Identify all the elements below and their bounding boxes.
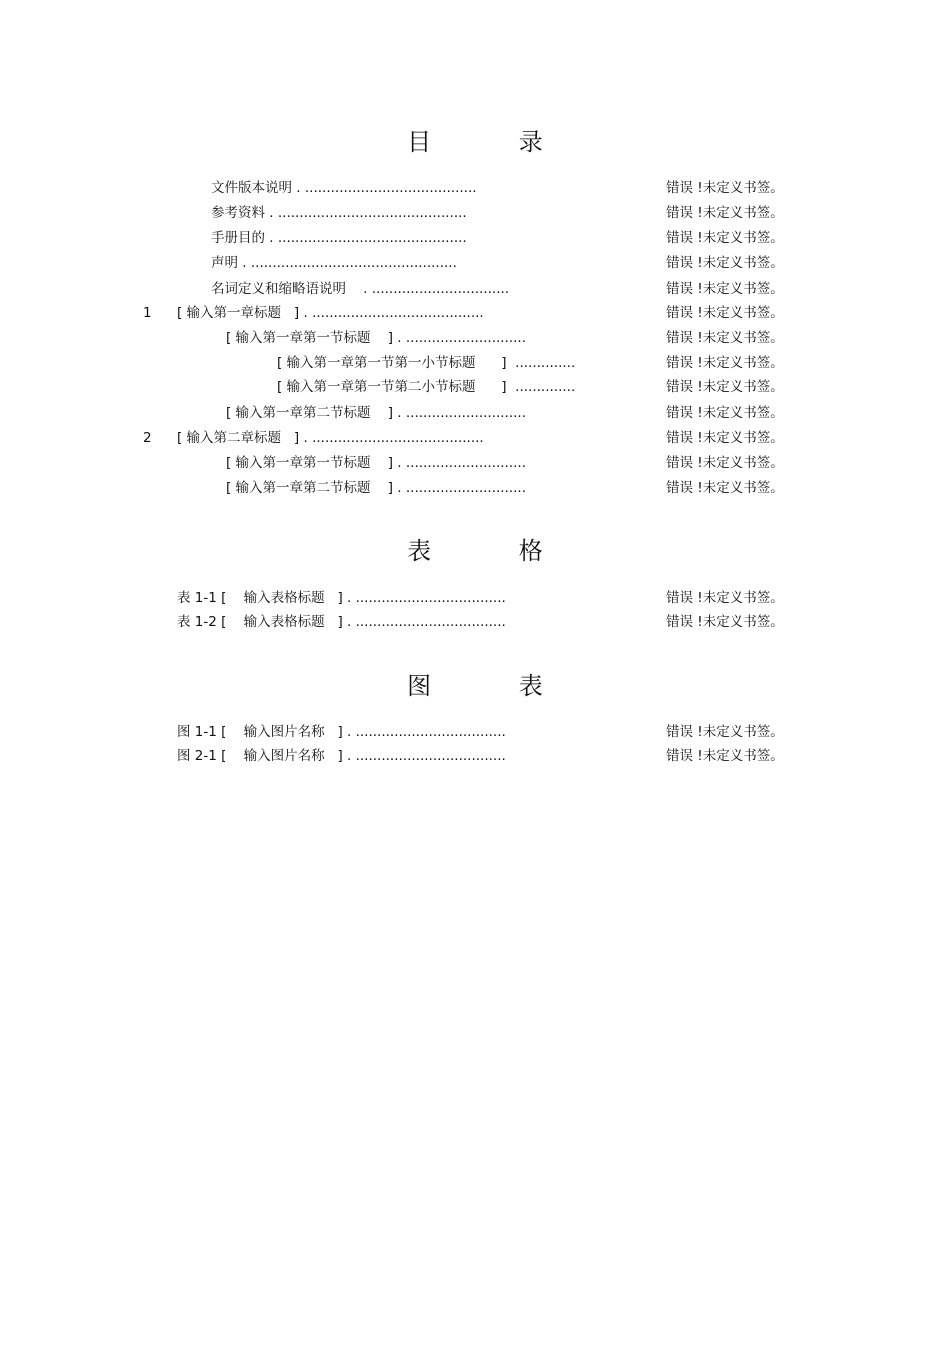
toc-entry-page: 错误 !未定义书签。 [666, 405, 784, 421]
toc-entry-text: [ 输入第一章第一节第一小节标题 ] .............. [277, 355, 576, 371]
toc-entry-section[interactable] [0, 328, 784, 348]
table-entry[interactable] [0, 588, 784, 608]
toc-entry-page: 错误 !未定义书签。 [666, 180, 784, 196]
chapter-number: 1 [143, 305, 152, 321]
toc-entry-text: 声明 . ................................................ [211, 255, 457, 271]
toc-entry-page: 错误 !未定义书签。 [666, 355, 784, 371]
toc-entry-text: [ 输入第一章第一节标题 ] . ............................ [226, 455, 527, 471]
table-entry[interactable] [0, 612, 784, 632]
figure-entry-page: 错误 !未定义书签。 [666, 724, 784, 740]
toc-entry-page: 错误 !未定义书签。 [666, 430, 784, 446]
table-entry-page: 错误 !未定义书签。 [666, 614, 784, 630]
toc-entry-text: 名词定义和缩略语说明 . ................................ [211, 281, 510, 297]
toc-entry-page: 错误 !未定义书签。 [666, 281, 784, 297]
figure-entry[interactable] [0, 746, 784, 766]
toc-entry-page: 错误 !未定义书签。 [666, 455, 784, 471]
toc-entry-text: [ 输入第一章第二节标题 ] . ............................ [226, 405, 527, 421]
figures-title: 图 表 [407, 672, 583, 700]
toc-entry-section[interactable] [0, 403, 784, 423]
toc-entry-page: 错误 !未定义书签。 [666, 379, 784, 395]
toc-entry-page: 错误 !未定义书签。 [666, 230, 784, 246]
figure-entry[interactable] [0, 722, 784, 742]
toc-entry-text: [ 输入第一章标题 ] . ........................................ [177, 305, 484, 321]
toc-entry-text: 手册目的 . ............................................ [211, 230, 467, 246]
chapter-number: 2 [143, 430, 152, 446]
toc-entry-page: 错误 !未定义书签。 [666, 205, 784, 221]
toc-entry-text: 参考资料 . ............................................ [211, 205, 467, 221]
toc-entry-page: 错误 !未定义书签。 [666, 480, 784, 496]
toc-entry-text: [ 输入第二章标题 ] . ........................................ [177, 430, 484, 446]
figure-entry-text: 图 1-1 [ 输入图片名称 ] . ................................... [177, 724, 506, 740]
toc-entry-chapter[interactable] [0, 428, 784, 448]
toc-entry-text: [ 输入第一章第一节第二小节标题 ] .............. [277, 379, 576, 395]
toc-entry-text: 文件版本说明 . ........................................ [211, 180, 477, 196]
toc-entry-subsection[interactable] [0, 353, 784, 373]
toc-title: 目 录 [407, 128, 583, 156]
figure-entry-text: 图 2-1 [ 输入图片名称 ] . ................................... [177, 748, 506, 764]
toc-entry[interactable] [0, 203, 784, 223]
toc-entry[interactable] [0, 253, 784, 273]
toc-entry-page: 错误 !未定义书签。 [666, 305, 784, 321]
toc-entry[interactable] [0, 228, 784, 248]
table-entry-page: 错误 !未定义书签。 [666, 590, 784, 606]
table-entry-text: 表 1-1 [ 输入表格标题 ] . ................................... [177, 590, 506, 606]
toc-entry-section[interactable] [0, 453, 784, 473]
toc-entry-subsection[interactable] [0, 377, 784, 397]
figure-entry-page: 错误 !未定义书签。 [666, 748, 784, 764]
toc-entry-page: 错误 !未定义书签。 [666, 330, 784, 346]
toc-entry[interactable] [0, 178, 784, 198]
table-entry-text: 表 1-2 [ 输入表格标题 ] . ................................... [177, 614, 506, 630]
toc-entry-chapter[interactable] [0, 303, 784, 323]
toc-entry-text: [ 输入第一章第一节标题 ] . ............................ [226, 330, 527, 346]
tables-title: 表 格 [407, 537, 583, 565]
toc-entry-page: 错误 !未定义书签。 [666, 255, 784, 271]
toc-entry-text: [ 输入第一章第二节标题 ] . ............................ [226, 480, 527, 496]
toc-entry-section[interactable] [0, 478, 784, 498]
toc-entry[interactable] [0, 279, 784, 299]
